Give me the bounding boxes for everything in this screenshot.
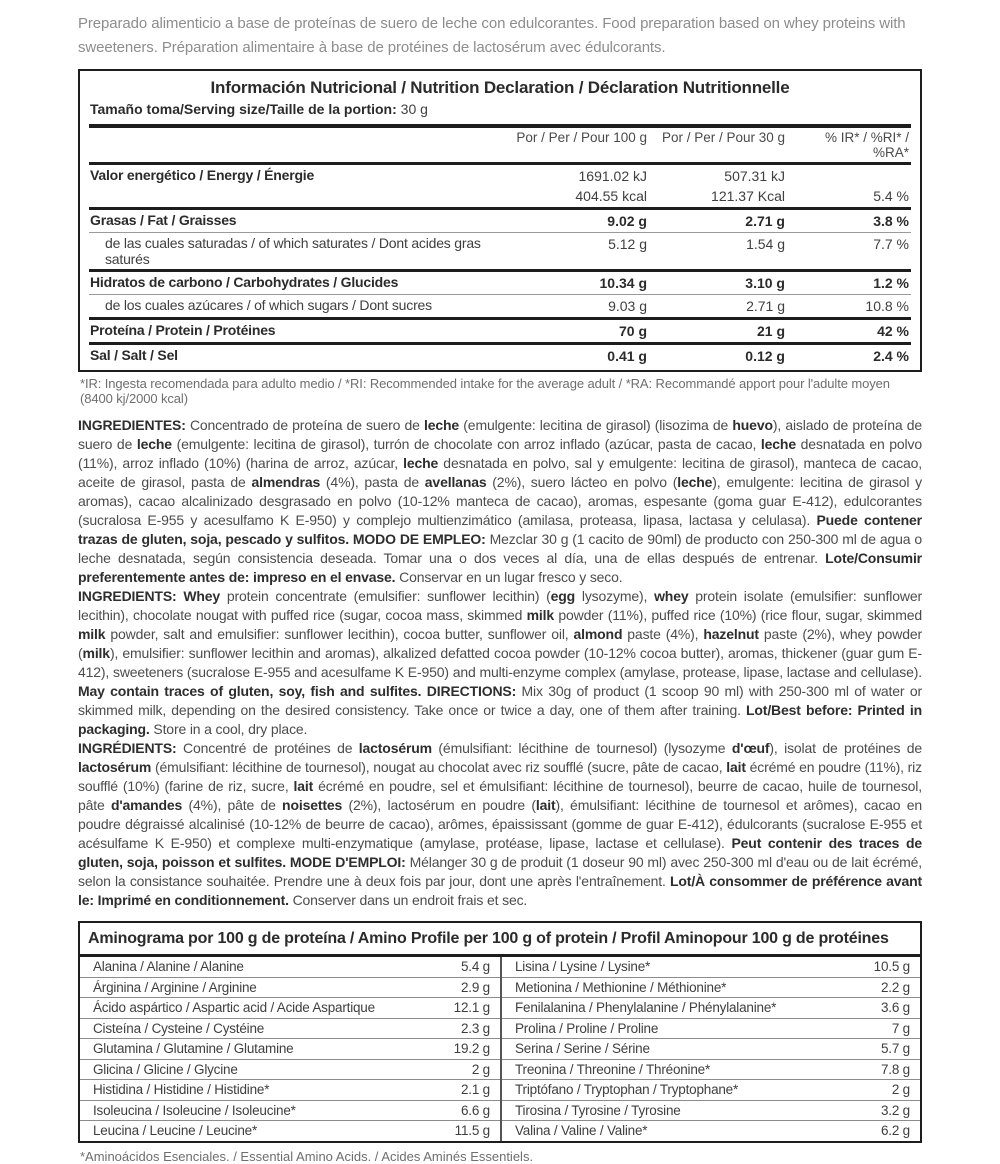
column-reference-intake: % IR* / %RI* / %RA*	[824, 130, 909, 160]
column-per-100g: Por / Per / Pour 100 g	[516, 130, 647, 145]
amino-acid-label: Alanina / Alanine / Alanine	[93, 959, 244, 974]
ingredients-bold-text: whey	[654, 588, 689, 604]
ingredients-bold-text: milk	[82, 645, 110, 661]
amino-acid-row	[502, 1038, 920, 1059]
ingredients-text: Concentré de protéines de	[182, 740, 359, 756]
amino-acid-row	[502, 1120, 920, 1141]
serving-size-amount: 30 g	[400, 101, 428, 117]
ingredients-bold-text: lactosérum	[78, 759, 152, 775]
nutrient-value: 507.31 kJ 121.37 Kcal	[711, 168, 785, 204]
nutrition-row	[89, 269, 911, 294]
ingredients-bold-text: milk	[78, 626, 106, 642]
label-page	[78, 12, 922, 1164]
ingredients-bold-text: leche	[760, 436, 796, 452]
amino-acid-row	[80, 1120, 500, 1141]
amino-acid-label: Histidina / Histidine / Histidine*	[93, 1082, 270, 1097]
ingredients-text: ), emulgente: lecitina de girasol y aromas), cacao alcalinizado desgrasado en polvo (10-12% manteca de cacao), aromas, espesante (goma guar E-412), edulcorantes (sucralosa E-955 y acesulfamo K E-950) y complejo multienzimático (amilasa, proteasa, lipasa, lactasa y celulasa).	[78, 474, 923, 528]
nutrient-value: 0.12 g	[745, 348, 785, 364]
ingredients-bold-text: Lote/Consumir preferentemente antes de: impreso en el envase.	[78, 550, 922, 585]
ingredients-bold-text: leche	[136, 436, 172, 452]
ingredients-bold-text: hazelnut	[703, 626, 759, 642]
amino-acid-row	[80, 997, 500, 1018]
nutrition-row	[89, 165, 911, 207]
nutrient-value: 2.71 g	[745, 213, 785, 229]
amino-acid-row	[502, 1100, 920, 1121]
ingredients-text: (4%), pâte de	[182, 797, 283, 813]
amino-acid-value: 7 g	[891, 1020, 910, 1036]
ingredients-bold-text: INGREDIENTES:	[78, 417, 190, 433]
amino-column-right	[500, 957, 920, 1141]
amino-acid-row	[502, 1059, 920, 1080]
amino-acid-value: 2.2 g	[880, 979, 910, 995]
ingredients-text: Conserver dans un endroit frais et sec.	[292, 892, 528, 908]
ingredients-bold-text: milk	[526, 607, 555, 623]
nutrition-table	[78, 69, 922, 372]
amino-acid-row	[80, 1018, 500, 1039]
nutrition-row	[89, 342, 911, 367]
ingredients-text: Store in a cool, dry place.	[153, 721, 308, 737]
amino-acid-label: Ácido aspártico / Aspartic acid / Acide Aspartique	[93, 1000, 375, 1015]
ingredients-bold-text: lactosérum	[358, 740, 432, 756]
ingredients-bold-text: INGRÉDIENTS:	[78, 740, 183, 756]
amino-acid-label: Valina / Valine / Valine*	[515, 1123, 648, 1138]
ingredients-text: Conservar en un lugar fresco y seco.	[399, 569, 623, 585]
ingredients-text: (emulgente: lecitina de girasol), turrón de chocolate con arroz inflado (azúcar, pasta de cacao,	[171, 436, 761, 452]
ingredients-text: Mix 30g of product (1 scoop 90 ml) with 250-300 ml of water or skimmed milk, depending on the desired consistency. Take once or twice a day, one of them after training.	[78, 683, 922, 718]
amino-acid-value: 2 g	[891, 1082, 910, 1097]
amino-acid-label: Isoleucina / Isoleucine / Isoleucine*	[93, 1102, 296, 1118]
nutrient-label: de los cuales azúcares / of which sugars / Dont sucres	[105, 297, 432, 313]
amino-acid-label: Leucina / Leucine / Leucine*	[93, 1123, 258, 1138]
amino-acid-label: Prolina / Proline / Proline	[515, 1020, 659, 1036]
ingredients-text: écrémé en poudre, sel et émulsifiant: lécithine de tournesol), beurre de cacao, huile de tournesol, pâte	[78, 778, 923, 813]
amino-acid-value: 3.2 g	[880, 1102, 910, 1118]
ingredients-text: (emulgente: lecitina de girasol) (lisozima de	[459, 417, 733, 433]
ingredients-paragraph-english	[78, 587, 922, 739]
ingredients-paragraph-french	[78, 739, 922, 910]
nutrient-value: 3.10 g	[745, 275, 785, 291]
ingredients-bold-text: lait	[726, 759, 746, 775]
essential-amino-acids-footnote: *Aminoácidos Esenciales. / Essential Amino Acids. / Acides Aminés Essentiels.	[80, 1148, 534, 1164]
amino-acid-value: 2 g	[471, 1061, 490, 1077]
ingredients-text: powder (11%), puffed rice (10%) (rice flour, sugar, skimmed	[554, 607, 922, 623]
ingredients-bold-text: noisettes	[282, 797, 343, 813]
ingredients-text: powder, salt and emulsifier: sunflower lecithin), cocoa butter, sunflower oil,	[105, 626, 574, 642]
nutrient-value: 10.34 g	[599, 275, 647, 291]
ingredients-text: ), aislado de proteína de suero de	[78, 417, 923, 452]
amino-acid-row	[80, 957, 500, 977]
nutrient-value: 9.02 g	[607, 213, 647, 229]
nutrition-table-title: Información Nutricional / Nutrition Declaration / Déclaration Nutritionnelle	[210, 78, 790, 97]
ingredients-bold-text: Lot/À consommer de préférence avant le: Imprimé en conditionnement.	[78, 873, 922, 908]
reference-intake-footnote: *IR: Ingesta recomendada para adulto medio / *RI: Recommended intake for the average adult / *RA: Recommandé apport pour l'adulte moyen (8400 kj/2000 kcal)	[80, 376, 890, 406]
nutrient-value: 10.8 %	[865, 298, 909, 314]
amino-acid-label: Tirosina / Tyrosine / Tyrosine	[515, 1102, 681, 1118]
ingredients-bold-text: May contain traces of gluten, soy, fish and sulfites. DIRECTIONS:	[78, 683, 522, 699]
amino-acid-value: 5.7 g	[880, 1041, 910, 1056]
ingredients-text: (émulsifiant: lécithine de tournesol), nougat au chocolat avec riz soufflé (sucre, pâte de cacao,	[151, 759, 727, 775]
amino-acid-value: 11.5 g	[454, 1123, 490, 1138]
ingredients-bold-text: leche	[677, 474, 713, 490]
amino-acid-row	[80, 1059, 500, 1080]
product-description: Preparado alimenticio a base de proteínas de suero de leche con edulcorantes. Food preparation based on whey proteins with sweeteners. Préparation alimentaire à base de protéines de lactosérum avec édulcorants.	[78, 15, 906, 56]
serving-size-line	[89, 101, 911, 124]
nutrient-value: 2.71 g	[746, 298, 785, 314]
nutrition-row	[89, 207, 911, 232]
ingredients-text: lysozyme),	[575, 588, 655, 604]
ingredients-text: ), isolat de protéines de	[769, 740, 923, 756]
nutrient-label: Proteína / Protein / Protéines	[90, 322, 276, 338]
ingredients-bold-text: avellanas	[424, 474, 487, 490]
amino-acid-row	[502, 1079, 920, 1100]
amino-acid-value: 2.1 g	[460, 1082, 490, 1097]
ingredients-bold-text: lait	[535, 797, 556, 813]
amino-acid-row	[502, 1018, 920, 1039]
amino-profile-body	[80, 957, 920, 1141]
ingredients-bold-text: leche	[424, 417, 460, 433]
nutrient-label: de las cuales saturadas / of which saturates / Dont acides gras saturés	[105, 235, 481, 267]
ingredients-text: Mélanger 30 g de produit (1 doseur 90 ml) avec 250-300 ml d'eau ou de lait écrémé, selon la consistance souhaitée. Prendre une à deux fois par jour, dont une après l'entraînement.	[78, 854, 922, 889]
ingredients-bold-text: d'œuf	[731, 740, 770, 756]
nutrient-label: Valor energético / Energy / Énergie	[90, 167, 315, 183]
amino-acid-row	[502, 977, 920, 998]
nutrient-value: 21 g	[756, 323, 785, 339]
amino-profile-table	[78, 921, 922, 1143]
serving-size-label: Tamaño toma/Serving size/Taille de la portion:	[90, 101, 397, 117]
amino-acid-value: 2.9 g	[460, 979, 490, 995]
amino-acid-label: Árginina / Arginine / Arginine	[93, 979, 257, 995]
ingredients-text: (4%), pasta de	[320, 474, 425, 490]
amino-acid-row	[80, 1038, 500, 1059]
nutrient-label: Grasas / Fat / Graisses	[90, 212, 237, 228]
ingredients-bold-text: leche	[403, 455, 439, 471]
ingredients-text: ), émulsifiant: lécithine de tournesol et arômes), cacao en poudre dégraissé alcalinisé (10-12% de beurre de cacao), arômes, épaississant (gomme de guar E-412), édulcorants (sucralose E-955 et acésulfame K E-950) et complexe multi-enzymatique (amylase, protéase, lipase, lactase et cellulase).	[78, 797, 923, 851]
amino-acid-label: Triptófano / Tryptophan / Tryptophane*	[515, 1082, 739, 1097]
amino-acid-label: Glicina / Glicine / Glycine	[93, 1061, 238, 1077]
nutrient-value: 1.2 %	[873, 275, 909, 291]
amino-acid-value: 10.5 g	[873, 959, 910, 974]
nutrient-value: 42 %	[877, 323, 909, 339]
nutrient-label: Sal / Salt / Sel	[90, 347, 178, 363]
nutrition-rows	[89, 165, 911, 367]
ingredients-bold-text: almendras	[251, 474, 321, 490]
ingredients-text: paste (4%),	[622, 626, 704, 642]
ingredients-text: desnatada en polvo (11%), arroz inflado (10%) (harina de arroz, azúcar,	[78, 436, 922, 471]
amino-acid-label: Treonina / Threonine / Thréonine*	[515, 1061, 711, 1077]
amino-acid-value: 5.4 g	[460, 959, 490, 974]
ingredients-bold-text: Lot/Best before: Printed in packaging.	[78, 702, 922, 737]
nutrient-value: 0.41 g	[607, 348, 647, 364]
ingredients-bold-text: Peut contenir des traces de gluten, soja, poisson et sulfites. MODE D'EMPLOI:	[78, 835, 922, 870]
amino-acid-label: Serina / Serine / Sérine	[515, 1041, 650, 1056]
ingredients-text: (2%), suero lácteo en polvo (	[486, 474, 678, 490]
amino-acid-row	[80, 1079, 500, 1100]
ingredients-paragraph-spanish	[78, 416, 922, 587]
amino-column-left	[80, 957, 500, 1141]
ingredients-text: paste (2%), whey powder (	[78, 626, 922, 661]
nutrient-value: 5.12 g	[608, 236, 647, 252]
amino-acid-value: 6.2 g	[880, 1123, 910, 1138]
amino-acid-row	[80, 1100, 500, 1121]
ingredients-text: ), emulsifier: sunflower lecithin and aromas), alkalized defatted cocoa powder (10-12% cocoa butter), aromas, thickener (guar gum E-412), sweeteners (sucralose E-955 and acesulfame K E-950) and multi-enzyme complex (amylase, protease, lipase, lactase and cellulase).	[78, 645, 922, 680]
nutrient-label: Hidratos de carbono / Carbohydrates / Glucides	[90, 274, 399, 290]
nutrient-value: 2.4 %	[873, 348, 909, 364]
amino-profile-title: Aminograma por 100 g de proteína / Amino Profile per 100 g of protein / Profil Aminopour 100 g de protéines	[80, 923, 920, 957]
amino-acid-label: Fenilalanina / Phenylalanine / Phénylalanine*	[515, 1000, 777, 1015]
ingredients-bold-text: almond	[573, 626, 623, 642]
ingredients-text: (2%), lactosérum en poudre (	[342, 797, 536, 813]
amino-acid-value: 3.6 g	[880, 1000, 910, 1015]
nutrient-value: 7.7 %	[873, 236, 909, 252]
ingredients-block	[78, 416, 922, 910]
ingredients-text: (émulsifiant: lécithine de tournesol) (lysozyme	[431, 740, 732, 756]
nutrient-value: 70 g	[618, 323, 647, 339]
nutrition-row	[89, 294, 911, 317]
amino-acid-label: Lisina / Lysine / Lysine*	[515, 959, 651, 974]
ingredients-bold-text: huevo	[732, 417, 773, 433]
nutrient-value: 5.4 %	[873, 188, 909, 204]
ingredients-bold-text: INGREDIENTS: Whey	[78, 588, 227, 604]
amino-acid-label: Glutamina / Glutamine / Glutamine	[93, 1041, 294, 1056]
ingredients-text: protein concentrate (emulsifier: sunflower lecithin) (	[226, 588, 551, 604]
amino-acid-value: 2.3 g	[460, 1020, 490, 1036]
ingredients-bold-text: Puede contener trazas de gluten, soja, pescado y sulfitos. MODO DE EMPLEO:	[78, 512, 922, 547]
ingredients-text: desnatada en polvo, sal y emulgente: lecitina de girasol), manteca de cacao, aceite de girasol, pasta de	[78, 455, 923, 490]
nutrient-value: 1.54 g	[746, 236, 785, 252]
ingredients-bold-text: d'amandes	[110, 797, 183, 813]
nutrition-row	[89, 317, 911, 342]
column-per-30g: Por / Per / Pour 30 g	[661, 130, 785, 145]
nutrient-value: 9.03 g	[608, 298, 647, 314]
nutrient-value: 1691.02 kJ 404.55 kcal	[575, 168, 647, 204]
amino-acid-value: 6.6 g	[460, 1102, 490, 1118]
amino-acid-value: 7.8 g	[880, 1061, 910, 1077]
ingredients-text: Mezclar 30 g (1 cacito de 90ml) de producto con 250-300 ml de agua o leche desnatada, según consistencia deseada. Tomar una o dos veces al día, una de ellas después de entrenar.	[78, 531, 922, 566]
amino-acid-value: 19.2 g	[453, 1041, 490, 1056]
nutrition-row	[89, 232, 911, 269]
amino-acid-row	[502, 957, 920, 977]
amino-acid-label: Cisteína / Cysteine / Cystéine	[93, 1020, 265, 1036]
amino-acid-value: 12.1 g	[453, 1000, 490, 1015]
amino-acid-row	[80, 977, 500, 998]
ingredients-text: Concentrado de proteína de suero de	[189, 417, 425, 433]
amino-acid-label: Metionina / Methionine / Méthionine*	[515, 979, 727, 995]
ingredients-text: écrémé en poudre (11%), riz soufflé (10%) (farine de riz, sucre,	[78, 759, 922, 794]
spacer-cell	[89, 130, 481, 160]
nutrient-value: 3.8 %	[873, 213, 909, 229]
ingredients-bold-text: egg	[550, 588, 576, 604]
amino-acid-row	[502, 997, 920, 1018]
ingredients-bold-text: lait	[293, 778, 314, 794]
ingredients-text: protein isolate (emulsifier: sunflower lecithin), chocolate nougat with puffed rice (sugar, cocoa mass, skimmed	[78, 588, 922, 623]
nutrition-column-headers	[89, 124, 911, 165]
